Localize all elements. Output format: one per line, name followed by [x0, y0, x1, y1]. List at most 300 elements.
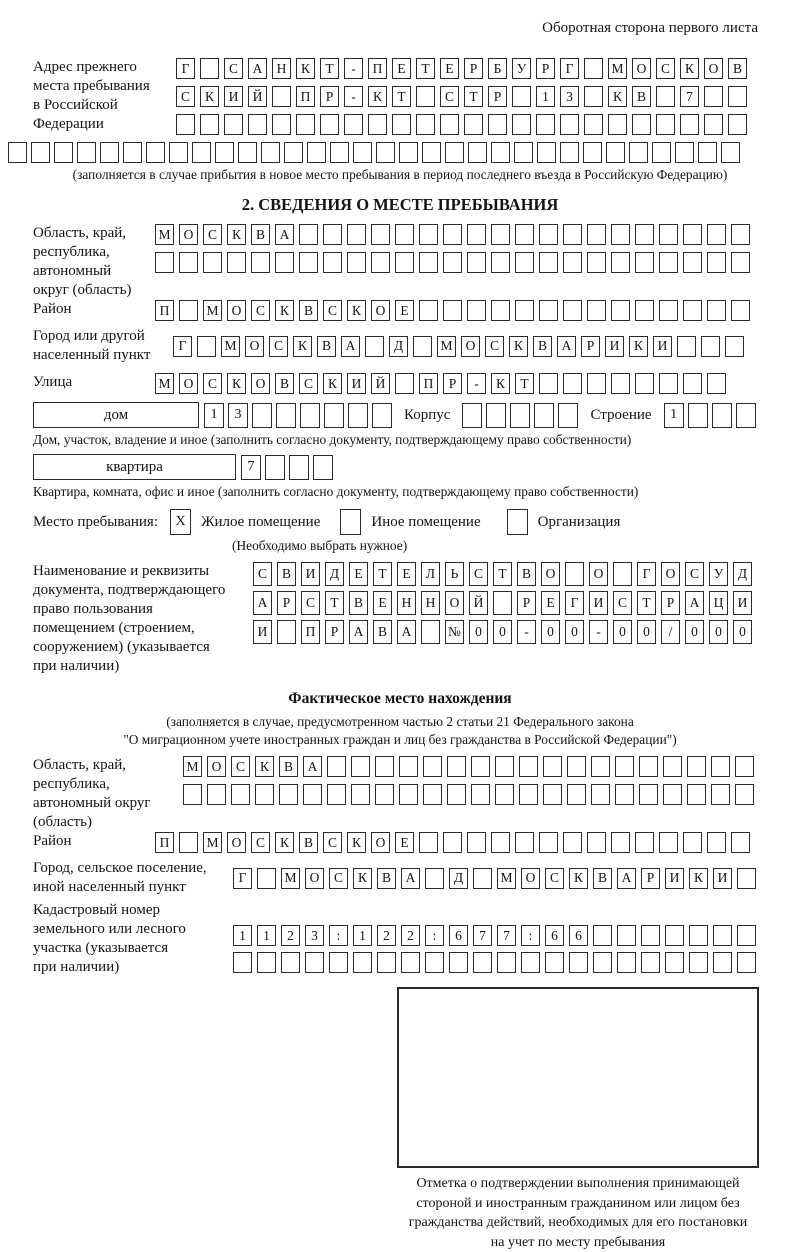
char-box-filled[interactable]: 0	[613, 620, 632, 644]
char-box-empty[interactable]	[351, 784, 370, 805]
char-box-empty[interactable]	[467, 300, 486, 321]
char-box-filled[interactable]: Г	[233, 868, 252, 889]
char-box-empty[interactable]	[347, 224, 366, 245]
char-box-empty[interactable]	[284, 142, 303, 163]
char-box-filled[interactable]: В	[299, 300, 318, 321]
char-box-empty[interactable]	[515, 224, 534, 245]
char-box-filled[interactable]: Д	[449, 868, 468, 889]
char-box-filled[interactable]: О	[589, 562, 608, 586]
char-box-filled[interactable]: К	[293, 336, 312, 357]
char-box-empty[interactable]	[231, 784, 250, 805]
char-box-empty[interactable]	[203, 252, 222, 273]
char-box-empty[interactable]	[296, 114, 315, 135]
char-box-empty[interactable]	[632, 114, 651, 135]
char-box-empty[interactable]	[567, 784, 586, 805]
char-box-filled[interactable]: О	[179, 224, 198, 245]
char-box-filled[interactable]: И	[605, 336, 624, 357]
char-box-filled[interactable]: В	[299, 832, 318, 853]
char-box-empty[interactable]	[613, 562, 632, 586]
char-box-filled[interactable]: И	[653, 336, 672, 357]
char-box-filled[interactable]: К	[323, 373, 342, 394]
char-box-empty[interactable]	[100, 142, 119, 163]
char-box-empty[interactable]	[611, 224, 630, 245]
char-box-empty[interactable]	[737, 868, 756, 889]
char-box-empty[interactable]	[401, 952, 420, 973]
char-box-empty[interactable]	[611, 300, 630, 321]
char-box-empty[interactable]	[663, 756, 682, 777]
char-box-filled[interactable]: О	[445, 591, 464, 615]
char-box-filled[interactable]: 3	[228, 403, 248, 428]
char-box-empty[interactable]	[257, 952, 276, 973]
char-box-filled[interactable]: А	[349, 620, 368, 644]
char-box-empty[interactable]	[443, 300, 462, 321]
char-box-empty[interactable]	[467, 224, 486, 245]
char-box-empty[interactable]	[641, 925, 660, 946]
char-box-empty[interactable]	[563, 252, 582, 273]
char-box-empty[interactable]	[169, 142, 188, 163]
char-box-filled[interactable]: М	[183, 756, 202, 777]
char-box-empty[interactable]	[447, 784, 466, 805]
char-box-filled[interactable]: Е	[395, 832, 414, 853]
char-box-empty[interactable]	[375, 784, 394, 805]
char-box-empty[interactable]	[611, 373, 630, 394]
char-box-empty[interactable]	[344, 114, 363, 135]
char-box-filled[interactable]: 6	[569, 925, 588, 946]
char-box-empty[interactable]	[735, 784, 754, 805]
char-box-empty[interactable]	[615, 756, 634, 777]
char-box-filled[interactable]: А	[397, 620, 416, 644]
char-box-filled[interactable]: Т	[392, 86, 411, 107]
char-box-empty[interactable]	[491, 252, 510, 273]
char-box-empty[interactable]	[683, 373, 702, 394]
char-box-empty[interactable]	[197, 336, 216, 357]
char-box-empty[interactable]	[330, 142, 349, 163]
char-box-empty[interactable]	[155, 252, 174, 273]
char-box-empty[interactable]	[392, 114, 411, 135]
char-box-filled[interactable]: О	[251, 373, 270, 394]
char-box-empty[interactable]	[656, 86, 675, 107]
char-box-empty[interactable]	[515, 832, 534, 853]
char-box-empty[interactable]	[300, 403, 320, 428]
char-box-empty[interactable]	[583, 142, 602, 163]
char-box-empty[interactable]	[289, 455, 309, 480]
char-box-empty[interactable]	[512, 86, 531, 107]
char-box-filled[interactable]: Т	[373, 562, 392, 586]
char-box-empty[interactable]	[425, 952, 444, 973]
char-box-filled[interactable]: Е	[397, 562, 416, 586]
char-box-filled[interactable]: П	[301, 620, 320, 644]
char-box-empty[interactable]	[587, 832, 606, 853]
char-box-filled[interactable]: К	[689, 868, 708, 889]
char-box-filled[interactable]: 0	[541, 620, 560, 644]
char-box-filled[interactable]: Г	[176, 58, 195, 79]
char-box-filled[interactable]: С	[323, 300, 342, 321]
char-box-empty[interactable]	[277, 620, 296, 644]
char-box-empty[interactable]	[251, 252, 270, 273]
char-box-filled[interactable]: 3	[305, 925, 324, 946]
char-box-filled[interactable]: О	[661, 562, 680, 586]
char-box-empty[interactable]	[593, 952, 612, 973]
char-box-empty[interactable]	[413, 336, 432, 357]
char-box-empty[interactable]	[372, 403, 392, 428]
char-box-empty[interactable]	[721, 142, 740, 163]
char-box-filled[interactable]: А	[557, 336, 576, 357]
char-box-empty[interactable]	[707, 300, 726, 321]
char-box-filled[interactable]: С	[329, 868, 348, 889]
char-box-empty[interactable]	[515, 252, 534, 273]
char-box-filled[interactable]: С	[299, 373, 318, 394]
char-box-filled[interactable]: В	[517, 562, 536, 586]
char-box-empty[interactable]	[683, 300, 702, 321]
char-box-empty[interactable]	[192, 142, 211, 163]
char-box-filled[interactable]: Р	[536, 58, 555, 79]
char-box-empty[interactable]	[200, 114, 219, 135]
char-box-empty[interactable]	[728, 86, 747, 107]
char-box-empty[interactable]	[320, 114, 339, 135]
char-box-filled[interactable]: П	[419, 373, 438, 394]
char-box-empty[interactable]	[353, 142, 372, 163]
char-box-filled[interactable]: Т	[637, 591, 656, 615]
char-box-filled[interactable]: Н	[397, 591, 416, 615]
char-box-empty[interactable]	[521, 952, 540, 973]
char-box-empty[interactable]	[419, 300, 438, 321]
char-box-empty[interactable]	[728, 114, 747, 135]
char-box-empty[interactable]	[416, 86, 435, 107]
char-box-empty[interactable]	[473, 868, 492, 889]
char-box-filled[interactable]: :	[425, 925, 444, 946]
char-box-empty[interactable]	[272, 86, 291, 107]
char-box-empty[interactable]	[611, 832, 630, 853]
char-box-filled[interactable]: Е	[349, 562, 368, 586]
char-box-empty[interactable]	[737, 952, 756, 973]
char-box-filled[interactable]: Р	[517, 591, 536, 615]
char-box-empty[interactable]	[313, 455, 333, 480]
char-box-empty[interactable]	[146, 142, 165, 163]
char-box-empty[interactable]	[179, 252, 198, 273]
char-box-empty[interactable]	[687, 756, 706, 777]
char-box-empty[interactable]	[539, 300, 558, 321]
char-box-empty[interactable]	[737, 925, 756, 946]
char-box-empty[interactable]	[587, 224, 606, 245]
char-box-empty[interactable]	[31, 142, 50, 163]
char-box-empty[interactable]	[77, 142, 96, 163]
char-box-filled[interactable]: Г	[637, 562, 656, 586]
char-box-empty[interactable]	[422, 142, 441, 163]
char-box-filled[interactable]: О	[245, 336, 264, 357]
char-box-filled[interactable]: Ь	[445, 562, 464, 586]
char-box-empty[interactable]	[449, 952, 468, 973]
char-box-filled[interactable]: И	[253, 620, 272, 644]
char-box-filled[interactable]: К	[227, 373, 246, 394]
char-box-empty[interactable]	[329, 952, 348, 973]
char-box-empty[interactable]	[563, 300, 582, 321]
char-box-filled[interactable]: /	[661, 620, 680, 644]
char-box-filled[interactable]: Р	[464, 58, 483, 79]
char-box-filled[interactable]: В	[377, 868, 396, 889]
char-box-empty[interactable]	[641, 952, 660, 973]
char-box-filled[interactable]: М	[155, 373, 174, 394]
char-box-filled[interactable]: А	[248, 58, 267, 79]
char-box-filled[interactable]: 1	[204, 403, 224, 428]
char-box-filled[interactable]: У	[709, 562, 728, 586]
char-box-filled[interactable]: Н	[272, 58, 291, 79]
char-box-filled[interactable]: М	[203, 832, 222, 853]
char-box-empty[interactable]	[659, 224, 678, 245]
char-box-filled[interactable]: И	[589, 591, 608, 615]
char-box-filled[interactable]: А	[341, 336, 360, 357]
char-box-empty[interactable]	[265, 455, 285, 480]
char-box-empty[interactable]	[539, 373, 558, 394]
char-box-empty[interactable]	[615, 784, 634, 805]
char-box-empty[interactable]	[365, 336, 384, 357]
char-box-filled[interactable]: И	[733, 591, 752, 615]
char-box-empty[interactable]	[299, 224, 318, 245]
char-box-empty[interactable]	[707, 252, 726, 273]
char-box-filled[interactable]: В	[349, 591, 368, 615]
char-box-empty[interactable]	[323, 252, 342, 273]
char-box-filled[interactable]: В	[275, 373, 294, 394]
char-box-filled[interactable]: О	[632, 58, 651, 79]
char-box-empty[interactable]	[491, 142, 510, 163]
char-box-empty[interactable]	[419, 252, 438, 273]
char-box-filled[interactable]: 2	[281, 925, 300, 946]
char-box-empty[interactable]	[689, 925, 708, 946]
char-box-empty[interactable]	[659, 300, 678, 321]
char-box-empty[interactable]	[233, 952, 252, 973]
char-box-empty[interactable]	[395, 224, 414, 245]
char-box-empty[interactable]	[272, 114, 291, 135]
char-box-empty[interactable]	[704, 86, 723, 107]
char-box-filled[interactable]: Й	[469, 591, 488, 615]
char-box-filled[interactable]: 3	[560, 86, 579, 107]
char-box-empty[interactable]	[416, 114, 435, 135]
char-box-filled[interactable]: С	[269, 336, 288, 357]
char-box-empty[interactable]	[514, 142, 533, 163]
char-box-empty[interactable]	[471, 756, 490, 777]
char-box-filled[interactable]: Е	[395, 300, 414, 321]
char-box-empty[interactable]	[567, 756, 586, 777]
char-box-filled[interactable]: 0	[733, 620, 752, 644]
char-box-filled[interactable]: 7	[497, 925, 516, 946]
char-box-filled[interactable]: С	[203, 224, 222, 245]
char-box-empty[interactable]	[635, 832, 654, 853]
char-box-empty[interactable]	[488, 114, 507, 135]
char-box-filled[interactable]: Т	[464, 86, 483, 107]
char-box-empty[interactable]	[587, 300, 606, 321]
char-box-empty[interactable]	[608, 114, 627, 135]
char-box-empty[interactable]	[675, 142, 694, 163]
char-box-filled[interactable]: А	[275, 224, 294, 245]
char-box-filled[interactable]: М	[203, 300, 222, 321]
char-box-filled[interactable]: М	[281, 868, 300, 889]
char-box-filled[interactable]: -	[344, 86, 363, 107]
char-box-filled[interactable]: У	[512, 58, 531, 79]
char-box-empty[interactable]	[539, 252, 558, 273]
char-box-empty[interactable]	[587, 252, 606, 273]
char-box-filled[interactable]: В	[728, 58, 747, 79]
char-box-empty[interactable]	[123, 142, 142, 163]
char-box-filled[interactable]: К	[509, 336, 528, 357]
char-box-empty[interactable]	[711, 756, 730, 777]
char-box-filled[interactable]: О	[371, 832, 390, 853]
char-box-filled[interactable]: 1	[233, 925, 252, 946]
char-box-filled[interactable]: К	[275, 832, 294, 853]
char-box-empty[interactable]	[445, 142, 464, 163]
char-box-empty[interactable]	[497, 952, 516, 973]
char-box-filled[interactable]: К	[368, 86, 387, 107]
char-box-empty[interactable]	[279, 784, 298, 805]
char-box-empty[interactable]	[639, 784, 658, 805]
char-box-empty[interactable]	[617, 952, 636, 973]
char-box-filled[interactable]: К	[255, 756, 274, 777]
char-box-empty[interactable]	[539, 224, 558, 245]
char-box-filled[interactable]: О	[207, 756, 226, 777]
char-box-empty[interactable]	[635, 252, 654, 273]
char-box-filled[interactable]: С	[323, 832, 342, 853]
char-box-empty[interactable]	[569, 952, 588, 973]
char-box-filled[interactable]: 7	[473, 925, 492, 946]
char-box-filled[interactable]: 0	[469, 620, 488, 644]
char-box-empty[interactable]	[512, 114, 531, 135]
char-box-filled[interactable]: :	[521, 925, 540, 946]
char-box-filled[interactable]: К	[680, 58, 699, 79]
char-box-empty[interactable]	[536, 114, 555, 135]
char-box-filled[interactable]: К	[353, 868, 372, 889]
char-box-empty[interactable]	[419, 224, 438, 245]
char-box-empty[interactable]	[584, 58, 603, 79]
char-box-filled[interactable]: Т	[416, 58, 435, 79]
char-box-filled[interactable]: П	[155, 300, 174, 321]
char-box-empty[interactable]	[565, 562, 584, 586]
char-box-filled[interactable]: 7	[680, 86, 699, 107]
char-box-filled[interactable]: С	[224, 58, 243, 79]
char-box-filled[interactable]: К	[347, 300, 366, 321]
char-box-empty[interactable]	[663, 784, 682, 805]
char-box-empty[interactable]	[665, 952, 684, 973]
char-box-filled[interactable]: К	[200, 86, 219, 107]
apartment-box[interactable]: квартира	[33, 454, 236, 480]
char-box-empty[interactable]	[704, 114, 723, 135]
char-box-filled[interactable]: Т	[515, 373, 534, 394]
char-box-empty[interactable]	[711, 784, 730, 805]
char-box-filled[interactable]: Е	[440, 58, 459, 79]
char-box-filled[interactable]: Е	[373, 591, 392, 615]
char-box-empty[interactable]	[587, 373, 606, 394]
char-box-filled[interactable]: Р	[661, 591, 680, 615]
char-box-filled[interactable]: Б	[488, 58, 507, 79]
char-box-empty[interactable]	[491, 224, 510, 245]
char-box-filled[interactable]: Г	[173, 336, 192, 357]
char-box-empty[interactable]	[281, 952, 300, 973]
char-box-empty[interactable]	[707, 224, 726, 245]
char-box-empty[interactable]	[584, 114, 603, 135]
char-box-empty[interactable]	[493, 591, 512, 615]
char-box-filled[interactable]: И	[224, 86, 243, 107]
char-box-filled[interactable]: С	[485, 336, 504, 357]
char-box-empty[interactable]	[275, 252, 294, 273]
char-box-filled[interactable]: 0	[637, 620, 656, 644]
char-box-empty[interactable]	[299, 252, 318, 273]
char-box-filled[interactable]: С	[301, 591, 320, 615]
char-box-empty[interactable]	[534, 403, 554, 428]
char-box-empty[interactable]	[421, 620, 440, 644]
char-box-filled[interactable]: Р	[488, 86, 507, 107]
char-box-empty[interactable]	[200, 58, 219, 79]
char-box-empty[interactable]	[473, 952, 492, 973]
char-box-filled[interactable]: Ц	[709, 591, 728, 615]
char-box-filled[interactable]: С	[613, 591, 632, 615]
char-box-filled[interactable]: Р	[443, 373, 462, 394]
char-box-filled[interactable]: О	[521, 868, 540, 889]
char-box-empty[interactable]	[371, 224, 390, 245]
residential-checkbox[interactable]: X	[170, 509, 191, 535]
char-box-empty[interactable]	[731, 832, 750, 853]
char-box-empty[interactable]	[545, 952, 564, 973]
char-box-empty[interactable]	[639, 756, 658, 777]
char-box-filled[interactable]: И	[301, 562, 320, 586]
char-box-filled[interactable]: 7	[241, 455, 261, 480]
char-box-filled[interactable]: О	[305, 868, 324, 889]
char-box-filled[interactable]: К	[347, 832, 366, 853]
char-box-filled[interactable]: О	[541, 562, 560, 586]
char-box-empty[interactable]	[425, 868, 444, 889]
char-box-filled[interactable]: С	[656, 58, 675, 79]
char-box-empty[interactable]	[659, 373, 678, 394]
char-box-filled[interactable]: 6	[545, 925, 564, 946]
char-box-empty[interactable]	[443, 252, 462, 273]
char-box-empty[interactable]	[659, 252, 678, 273]
char-box-empty[interactable]	[176, 114, 195, 135]
char-box-empty[interactable]	[179, 300, 198, 321]
char-box-empty[interactable]	[591, 784, 610, 805]
char-box-empty[interactable]	[563, 373, 582, 394]
char-box-empty[interactable]	[635, 224, 654, 245]
char-box-filled[interactable]: А	[617, 868, 636, 889]
char-box-empty[interactable]	[327, 784, 346, 805]
char-box-empty[interactable]	[464, 114, 483, 135]
char-box-empty[interactable]	[303, 784, 322, 805]
char-box-empty[interactable]	[591, 756, 610, 777]
char-box-empty[interactable]	[305, 952, 324, 973]
char-box-empty[interactable]	[560, 142, 579, 163]
char-box-filled[interactable]: С	[469, 562, 488, 586]
char-box-filled[interactable]: 2	[401, 925, 420, 946]
char-box-filled[interactable]: 1	[257, 925, 276, 946]
char-box-filled[interactable]: Р	[277, 591, 296, 615]
char-box-filled[interactable]: П	[296, 86, 315, 107]
char-box-filled[interactable]: К	[608, 86, 627, 107]
char-box-empty[interactable]	[419, 832, 438, 853]
char-box-filled[interactable]: К	[275, 300, 294, 321]
char-box-filled[interactable]: К	[227, 224, 246, 245]
char-box-empty[interactable]	[689, 952, 708, 973]
char-box-filled[interactable]: М	[437, 336, 456, 357]
char-box-empty[interactable]	[324, 403, 344, 428]
char-box-filled[interactable]: Е	[392, 58, 411, 79]
char-box-empty[interactable]	[395, 373, 414, 394]
char-box-filled[interactable]: С	[231, 756, 250, 777]
char-box-empty[interactable]	[539, 832, 558, 853]
char-box-filled[interactable]: В	[277, 562, 296, 586]
char-box-filled[interactable]: О	[704, 58, 723, 79]
char-box-filled[interactable]: Д	[389, 336, 408, 357]
char-box-empty[interactable]	[731, 300, 750, 321]
char-box-filled[interactable]: Р	[581, 336, 600, 357]
char-box-filled[interactable]: Н	[421, 591, 440, 615]
char-box-empty[interactable]	[348, 403, 368, 428]
char-box-filled[interactable]: 1	[664, 403, 684, 428]
char-box-filled[interactable]: В	[533, 336, 552, 357]
